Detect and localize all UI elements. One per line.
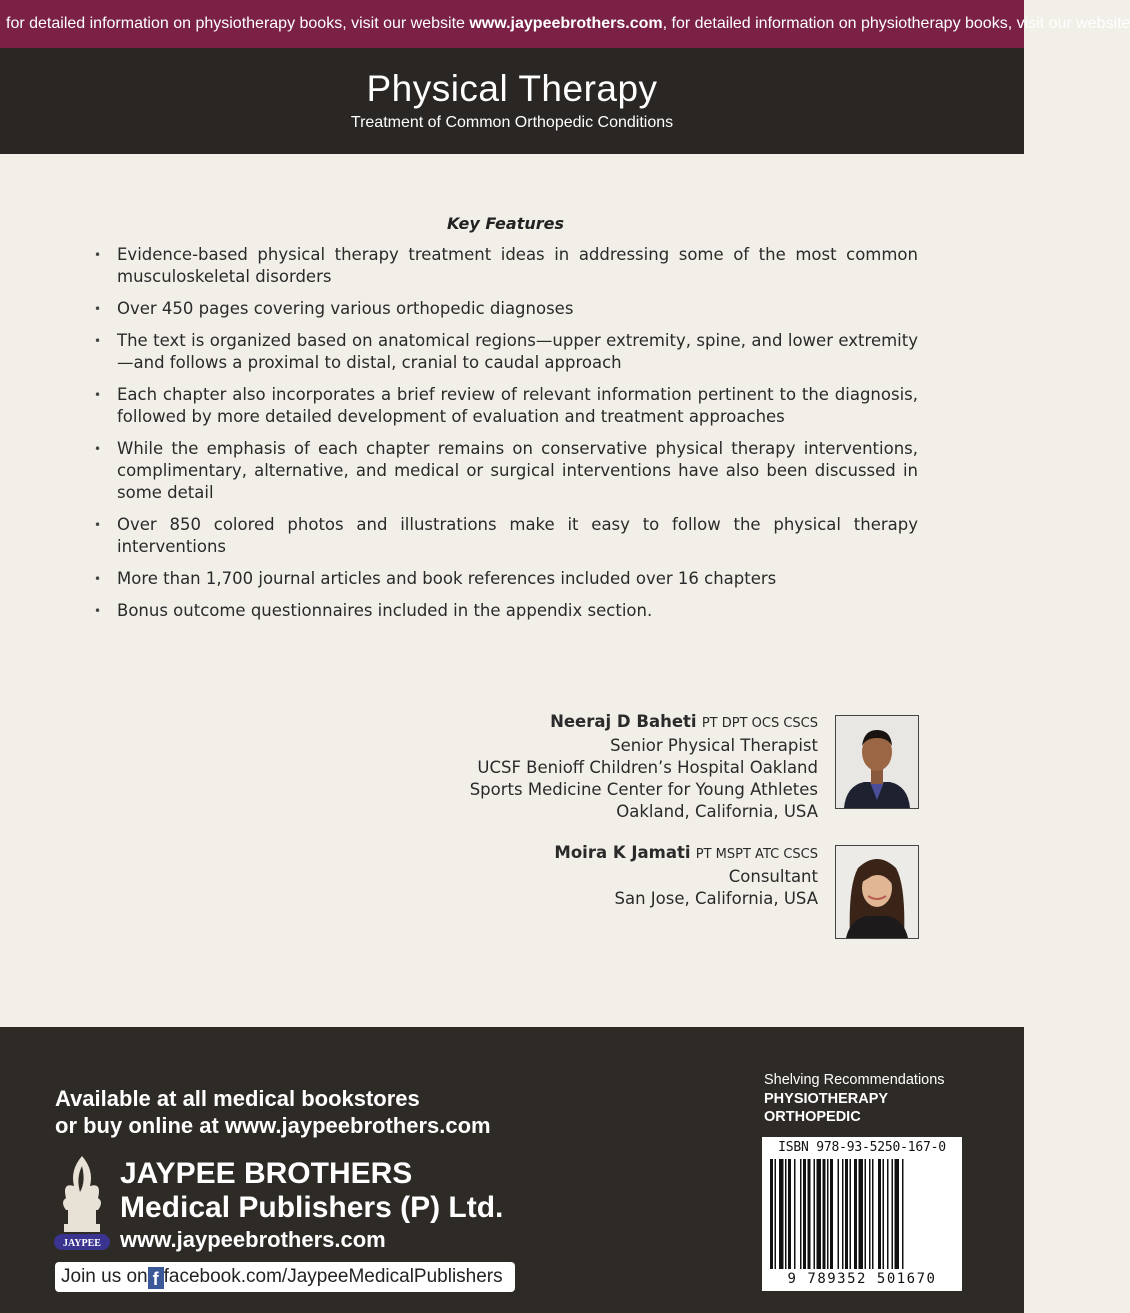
feature-item: • Each chapter also incorporates a brief review of relevant information pertinent to the diagnosis, followed by more detailed development of evaluation and treatment approaches bbox=[92, 384, 918, 428]
barcode-bar bbox=[845, 1159, 848, 1269]
barcode-bar bbox=[830, 1159, 833, 1269]
barcode-bar bbox=[892, 1159, 894, 1269]
shelving-item: PHYSIOTHERAPY bbox=[764, 1090, 889, 1107]
barcode-bar bbox=[788, 1159, 791, 1269]
barcode-bar bbox=[779, 1159, 784, 1269]
publisher-line-1: JAYPEE BROTHERS bbox=[120, 1157, 413, 1190]
author-1-line: Sports Medicine Center for Young Athletes bbox=[469, 780, 818, 799]
shelving-item: ORTHOPEDIC bbox=[764, 1109, 861, 1125]
facebook-icon: f bbox=[148, 1267, 164, 1289]
ribbon-text-after: , for detailed information on physiotherapy books, visit our website bbox=[662, 15, 1130, 32]
feature-item: • While the emphasis of each chapter remains on conservative physical therapy interventions, complimentary, alternative, and medical or surgical interventions have also been discussed in some detail bbox=[92, 438, 918, 504]
author-2-line: Consultant bbox=[728, 867, 818, 886]
feature-item: • Bonus outcome questionnaires included in the appendix section. bbox=[92, 600, 918, 622]
author-1-name: Neeraj D Baheti bbox=[550, 712, 697, 731]
author-2-photo bbox=[835, 845, 919, 939]
author-1-block bbox=[470, 711, 818, 823]
jaypee-logo bbox=[52, 1152, 112, 1252]
availability-text bbox=[55, 1085, 491, 1139]
author-1-line: Senior Physical Therapist bbox=[610, 736, 818, 755]
barcode-bar bbox=[803, 1159, 806, 1269]
barcode-bar bbox=[827, 1159, 829, 1269]
barcode-bar bbox=[887, 1159, 889, 1269]
barcode-bar bbox=[854, 1159, 857, 1269]
barcode-bar bbox=[794, 1159, 796, 1269]
barcode-bar bbox=[770, 1159, 773, 1269]
author-2-line: San Jose, California, USA bbox=[614, 889, 818, 908]
publisher-line-2: Medical Publishers (P) Ltd. bbox=[120, 1191, 504, 1224]
feature-item: • The text is organized based on anatomical regions—upper extremity, spine, and lower extremity—and follows a proximal to distal, cranial to caudal approach bbox=[92, 330, 918, 374]
social-prefix: Join us on bbox=[61, 1266, 148, 1287]
feature-item: • Evidence-based physical therapy treatment ideas in addressing some of the most common musculoskeletal disorders bbox=[92, 244, 918, 288]
barcode-bar bbox=[775, 1159, 777, 1269]
barcode-digits: 9 789352 501670 bbox=[787, 1271, 937, 1287]
publisher-name bbox=[120, 1157, 503, 1225]
availability-line-2: or buy online at www.jaypeebrothers.com bbox=[55, 1113, 491, 1138]
availability-line-1: Available at all medical bookstores bbox=[55, 1086, 420, 1111]
ribbon-text-before: for detailed information on physiotherapy books, visit our website bbox=[6, 15, 470, 32]
ribbon-website: www.jaypeebrothers.com bbox=[469, 15, 663, 32]
author-1-credentials: PT DPT OCS CSCS bbox=[701, 716, 818, 731]
isbn-label: ISBN 978-93-5250-167-0 bbox=[778, 1140, 946, 1155]
author-1-photo bbox=[835, 715, 919, 809]
barcode-bar bbox=[872, 1159, 874, 1269]
author-2-block bbox=[554, 842, 818, 910]
key-features-title: Key Features bbox=[446, 214, 564, 233]
barcode-bar bbox=[902, 1159, 904, 1269]
shelving-title: Shelving Recommendations bbox=[764, 1072, 945, 1088]
barcode-bars bbox=[770, 1159, 954, 1269]
logo-text: JAYPEE bbox=[63, 1238, 101, 1249]
author-1-line: Oakland, California, USA bbox=[616, 802, 818, 821]
barcode-bar bbox=[814, 1159, 816, 1269]
author-2-name: Moira K Jamati bbox=[554, 843, 691, 862]
barcode-bar bbox=[823, 1159, 826, 1269]
barcode-bar bbox=[883, 1159, 885, 1269]
barcode-bar bbox=[800, 1159, 802, 1269]
barcode-bar bbox=[817, 1159, 822, 1269]
facebook-link[interactable] bbox=[55, 1262, 515, 1292]
feature-item: • More than 1,700 journal articles and book references included over 16 chapters bbox=[92, 568, 918, 590]
barcode-bar bbox=[865, 1159, 867, 1269]
feature-item: • Over 850 colored photos and illustrations make it easy to follow the physical therapy interventions bbox=[92, 514, 918, 558]
feature-item: • Over 450 pages covering various orthopedic diagnoses bbox=[92, 298, 918, 320]
key-features-list bbox=[92, 244, 918, 632]
barcode-bar bbox=[869, 1159, 871, 1269]
author-2-credentials: PT MSPT ATC CSCS bbox=[695, 847, 818, 862]
barcode-bar bbox=[878, 1159, 881, 1269]
barcode-bar bbox=[895, 1159, 900, 1269]
top-ribbon bbox=[0, 0, 1130, 48]
book-subtitle: Treatment of Common Orthopedic Conditions bbox=[350, 114, 674, 131]
barcode-bar bbox=[808, 1159, 811, 1269]
barcode bbox=[762, 1137, 962, 1291]
barcode-bar bbox=[850, 1159, 852, 1269]
barcode-bar bbox=[842, 1159, 844, 1269]
barcode-bar bbox=[838, 1159, 840, 1269]
barcode-bar bbox=[785, 1159, 787, 1269]
publisher-website[interactable]: www.jaypeebrothers.com bbox=[120, 1227, 386, 1252]
author-1-line: UCSF Benioff Children’s Hospital Oakland bbox=[477, 758, 818, 777]
barcode-bar bbox=[859, 1159, 864, 1269]
social-url: facebook.com/JaypeeMedicalPublishers bbox=[163, 1266, 503, 1287]
shelving-recommendations bbox=[764, 1071, 945, 1127]
cover-header bbox=[0, 48, 1024, 154]
book-title: Physical Therapy bbox=[366, 68, 658, 109]
